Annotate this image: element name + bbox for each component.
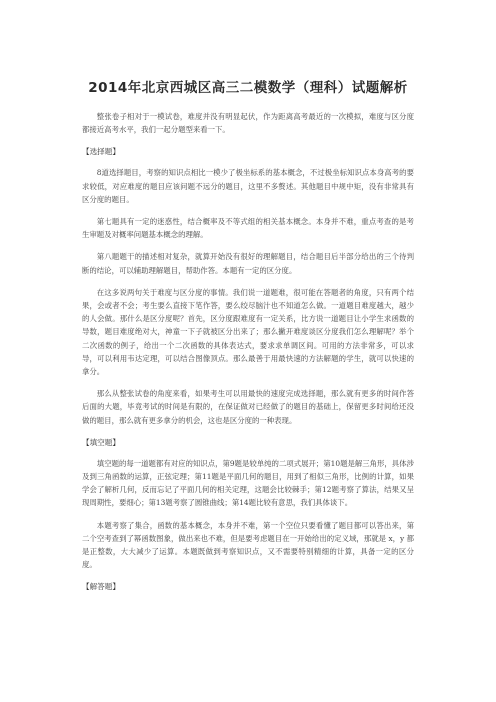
paragraph: 在这多说两句关于难度与区分度的事情。我们说一道题难，很可能在答题者的角度，只有两个结果，会或者不会；考生要么直接下笔作答，要么绞尽脑汁也不知道怎么做。一道题目难度越大，越少的人会做。那什么是区分度呢？首先，区分度跟难度有一定关系，比方说一道题目让小学生求函数的导数，题目难度绝对大，神童一下子就被区分出来了；那么撇开难度谈区分度我们怎么理解呢？举个二次函数的例子，给出一个二次函数的具体表达式，要求求单调区间。可用的方法非常多，可以求导，可以利用韦达定理，可以结合图像顶点。那么最善于用最快速的方法解题的学生，就可以快速的拿分。 <box>82 287 414 377</box>
document-title: 2014年北京西城区高三二模数学（理科）试题解析 <box>88 80 408 96</box>
paragraph: 本题考察了集合，函数的基本概念，本身并不难，第一个空位只要看懂了题目都可以答出来，第二个空考查到了幂函数图象，做出来也不难，但是要考虑题目在一开始给出的定义域，那就是 x，y 都是正整数，大大减少了运算。本题既做到考察知识点，又不需要特别精细的计算，具备一定的区分度。 <box>82 520 414 570</box>
section-heading-answer: 【解答题】 <box>82 582 120 592</box>
paragraph: 那么从整张试卷的角度来看，如果考生可以用最快的速度完成选择题，那么就有更多的时间作答后面的大题，毕竟考试的时间是有限的，在保证做对已经做了的题目的基础上，保留更多时间给还没做的题目，那么就有更多拿分的机会，这也是区分度的一种表现。 <box>82 389 414 425</box>
paragraph: 8道选择题目，考察的知识点相比一模少了极坐标系的基本概念，不过极坐标知识点本身高考的要求较低，对应难度的题目应该问题不远分的题目，这里不多赘述。其他题目中规中矩，没有非常具有区分度的题目。 <box>82 168 414 204</box>
paragraph: 第七题具有一定的迷惑性，结合概率及不等式组的相关基本概念。本身并不难，重点考查的是考生审题及对概率问题基本概念的理解。 <box>82 217 414 240</box>
section-heading-choice: 【选择题】 <box>82 147 120 157</box>
paragraph: 第八题题干的描述相对复杂，就算开始没有很好的理解题目，结合题目后半部分给出的三个待判断的结论，可以辅助理解题目，帮助作答。本题有一定的区分度。 <box>82 252 414 275</box>
paragraph: 填空题的每一道题都有对应的知识点，第9题是较单纯的二项式展开；第10题是解三角形，具体涉及到三角函数的运算，正弦定理；第11题是平面几何的题目，用到了相似三角形，比例的计算，如果学会了解析几何，反而忘记了平面几何的相关定理，这题会比较棘手；第12题考察了算法，结果又呈现周期性，要细心；第13题考察了圆锥曲线；第14题比较有意思，我们具体谈下。 <box>82 458 414 508</box>
section-heading-fill: 【填空题】 <box>82 437 120 447</box>
intro-paragraph: 整张卷子相对于一模试卷，难度并没有明显起伏，作为距离高考最近的一次模拟，难度与区分度都接近高考水平，我们一起分题型来看一下。 <box>82 112 414 135</box>
